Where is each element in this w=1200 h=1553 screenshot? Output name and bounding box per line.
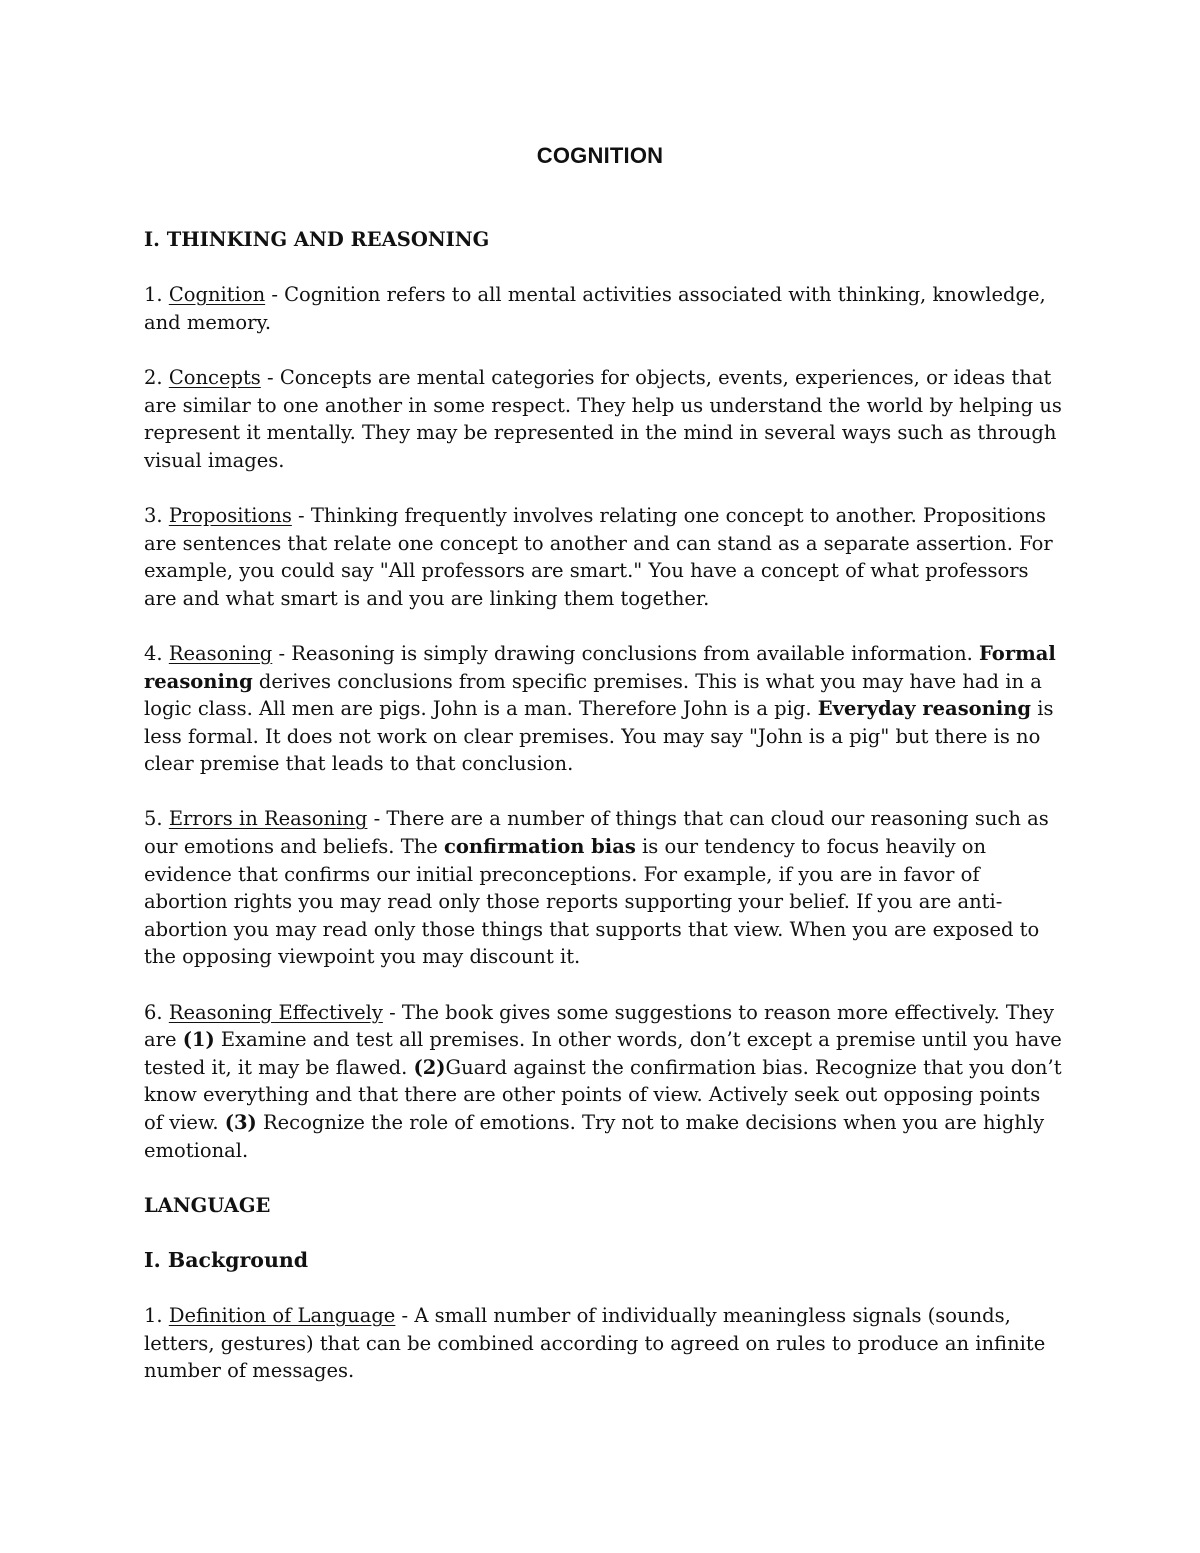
term-reasoning-effectively: Reasoning Effectively [168,1000,383,1024]
bold-term-formal-reasoning: Formal reasoning [144,641,1056,693]
definition-text: There are a number of things that can cloud our reasoning such as our emotions and beliefs. The [144,807,1049,859]
item-number: 3. [144,503,163,527]
item-number: 1. [144,283,163,307]
definition-text: Reasoning is simply drawing conclusions from available information. [291,641,980,665]
definition-text: Guard against the confirmation bias. Recognize that you don’t know everything and that there are other points of view. Actively seek out opposing points of view. [144,1055,1062,1134]
item-number: 4. [144,641,163,665]
definition-text: Concepts are mental categories for objects, events, experiences, or ideas that are similar to one another in some respect. They help us understand the world by helping us represent it mentally. They may be represented in the mind in several ways such as through visual images. [144,365,1062,472]
item-number: 1. [144,1304,163,1328]
definition-text: is our tendency to focus heavily on evidence that confirms our initial preconceptions. For example, if you are in favor of abortion rights you may read only those reports supporting your belief. If you are anti-abortion you may read only those things that supports that view. When you are exposed to the opposing viewpoint you may discount it. [144,835,1040,969]
term-reasoning: Reasoning [168,641,273,665]
term-separator: - [260,365,280,389]
term-separator: - [395,1304,415,1328]
paragraph-definition-of-language [144,1302,1064,1385]
item-number: 2. [144,365,163,389]
bold-marker-3: (3) [224,1111,257,1134]
definition-text: Cognition refers to all mental activities associated with thinking, knowledge, and memory. [144,283,1046,334]
definition-text: Examine and test all premises. In other words, don’t except a premise until you have tested it, it may be flawed. [144,1028,1062,1079]
document-title: COGNITION [536,143,664,168]
definition-text: The book gives some suggestions to reason more effectively. They are [144,1000,1054,1052]
term-separator: - [265,283,285,307]
paragraph-reasoning-effectively [144,999,1064,1165]
definition-text: derives conclusions from specific premises. This is what you may have had in a logic class. All men are pigs. John is a man. Therefore John is a pig. [144,669,1042,721]
term-propositions: Propositions [168,503,292,527]
definition-text: A small number of individually meaningless signals (sounds, letters, gestures) that can be combined according to agreed on rules to produce an infinite number of messages. [144,1304,1046,1383]
bold-marker-1: (1) [182,1028,215,1052]
paragraph-propositions [144,502,1064,612]
term-separator: - [367,807,387,831]
section-heading-thinking-reasoning: I. THINKING AND REASONING [144,228,490,251]
definition-text: is less formal. It does not work on clear premises. You may say "John is a pig" but there is no clear premise that leads to that conclusion. [144,697,1054,776]
paragraph-cognition [144,281,1064,336]
term-concepts: Concepts [168,365,261,389]
item-number: 5. [144,807,163,831]
definition-text: Recognize the role of emotions. Try not to make decisions when you are highly emotional. [144,1111,1045,1162]
term-definition-of-language: Definition of Language [168,1304,396,1328]
bold-term-everyday-reasoning: Everyday reasoning [817,697,1032,721]
paragraph-errors-in-reasoning [144,805,1064,971]
term-cognition: Cognition [168,283,266,307]
item-number: 6. [144,1000,163,1024]
document-body [144,226,1064,1413]
paragraph-reasoning [144,640,1064,778]
definition-text: Thinking frequently involves relating one concept to another. Propositions are sentences that relate one concept to another and can stand as a separate assertion. For example, you could say "All professors are smart." You have a concept of what professors are and what smart is and you are linking them together. [144,503,1053,610]
bold-marker-2: (2) [413,1055,446,1079]
term-separator: - [291,503,311,527]
term-errors-in-reasoning: Errors in Reasoning [168,807,368,831]
subsection-heading-background: I. Background [144,1247,309,1272]
bold-term-confirmation-bias: confirmation bias [444,835,636,859]
section-heading-language: LANGUAGE [144,1193,271,1217]
term-separator: - [272,641,292,665]
term-separator: - [382,1000,402,1024]
paragraph-concepts [144,364,1064,474]
